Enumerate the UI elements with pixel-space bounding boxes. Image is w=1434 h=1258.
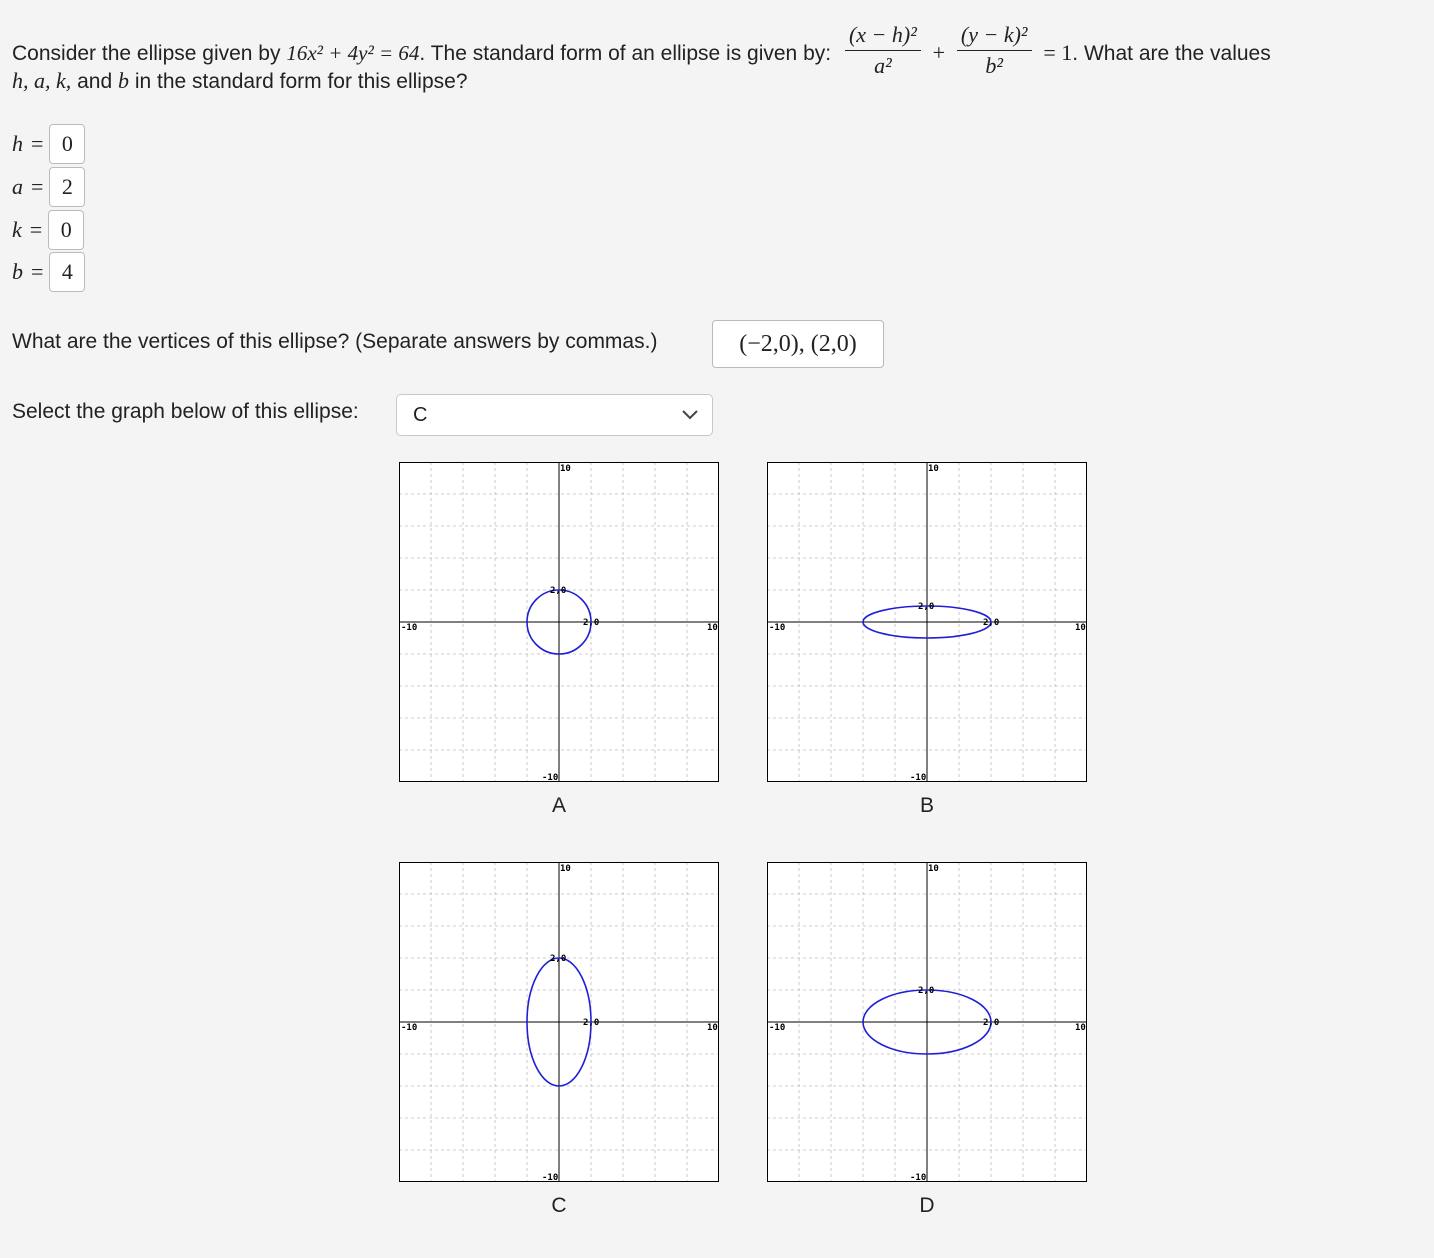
y-min-tick-label: -10 bbox=[910, 1173, 927, 1182]
graph-label-a: A bbox=[551, 794, 566, 817]
var-label-k: k bbox=[12, 217, 22, 242]
given-equation: 16x² + 4y² = 64 bbox=[286, 41, 420, 66]
point-label-top: 2,0 bbox=[550, 954, 567, 964]
graph-select-dropdown[interactable] bbox=[396, 394, 713, 436]
variable-b: b bbox=[118, 68, 129, 93]
answer-row-b bbox=[12, 252, 85, 292]
graph-canvas bbox=[399, 462, 719, 782]
std-den-x: a² bbox=[874, 53, 892, 78]
x-max-tick-label: 10 bbox=[707, 623, 718, 633]
equals-sign: = bbox=[31, 259, 44, 284]
x-max-tick-label: 10 bbox=[1075, 1023, 1086, 1033]
question-tail: . What are the values bbox=[1072, 42, 1271, 66]
graph-canvas bbox=[399, 862, 719, 1182]
equals-one: = 1 bbox=[1043, 40, 1073, 66]
y-max-tick-label: 10 bbox=[928, 864, 939, 874]
y-max-tick-label: 10 bbox=[560, 464, 571, 474]
plus-sign: + bbox=[932, 40, 946, 66]
question-mid-text: . The standard form of an ellipse is given by: bbox=[419, 42, 832, 66]
x-min-tick-label: -10 bbox=[401, 623, 418, 633]
question-intro: Consider the ellipse given by bbox=[12, 42, 281, 66]
graph-option-d[interactable] bbox=[767, 862, 1087, 1182]
equals-sign: = bbox=[29, 217, 43, 242]
vertices-answer-input[interactable]: (−2,0), (2,0) bbox=[712, 320, 884, 368]
var-label-a: a bbox=[12, 174, 23, 199]
y-max-tick-label: 10 bbox=[560, 864, 571, 874]
x-min-tick-label: -10 bbox=[769, 1023, 786, 1033]
question-2-text: What are the vertices of this ellipse? (Separate answers by commas.) bbox=[12, 330, 658, 353]
std-num-x: (x − h)² bbox=[845, 20, 921, 51]
var-label-b: b bbox=[12, 259, 23, 284]
standard-form-y-term bbox=[957, 20, 1032, 81]
a-answer-input[interactable]: 2 bbox=[49, 167, 85, 207]
h-answer-input[interactable]: 0 bbox=[49, 124, 85, 164]
point-label-right: 2,0 bbox=[583, 618, 600, 628]
point-label-top: 2,0 bbox=[550, 586, 567, 596]
point-label-right: 2,0 bbox=[983, 1018, 1000, 1028]
graph-label-b: B bbox=[919, 794, 934, 817]
graph-option-c[interactable] bbox=[399, 862, 719, 1182]
y-min-tick-label: -10 bbox=[542, 1173, 559, 1182]
standard-form-x-term bbox=[845, 20, 921, 81]
b-answer-input[interactable]: 4 bbox=[49, 252, 85, 292]
std-den-y: b² bbox=[985, 53, 1004, 78]
point-label-right: 2,0 bbox=[583, 1018, 600, 1028]
point-label-top: 2,0 bbox=[918, 602, 935, 612]
answer-row-a bbox=[12, 167, 85, 207]
x-max-tick-label: 10 bbox=[707, 1023, 718, 1033]
answer-row-h bbox=[12, 124, 85, 164]
graph-option-b[interactable] bbox=[767, 462, 1087, 782]
question-1-line-2 bbox=[12, 68, 468, 94]
x-max-tick-label: 10 bbox=[1075, 623, 1086, 633]
chevron-down-icon bbox=[680, 405, 700, 425]
graph-select-value: C bbox=[413, 403, 428, 426]
question-3-text: Select the graph below of this ellipse: bbox=[12, 400, 359, 423]
x-min-tick-label: -10 bbox=[769, 623, 786, 633]
equals-sign: = bbox=[31, 174, 44, 199]
answer-row-k bbox=[12, 210, 84, 250]
graph-option-a[interactable] bbox=[399, 462, 719, 782]
graph-canvas bbox=[767, 462, 1087, 782]
var-label-h: h bbox=[12, 131, 23, 156]
graph-label-d: D bbox=[919, 1194, 935, 1217]
graph-canvas bbox=[767, 862, 1087, 1182]
question-rest: in the standard form for this ellipse? bbox=[134, 70, 468, 93]
point-label-top: 2,0 bbox=[918, 986, 935, 996]
y-min-tick-label: -10 bbox=[542, 773, 559, 782]
point-label-right: 2,0 bbox=[983, 618, 1000, 628]
y-min-tick-label: -10 bbox=[910, 773, 927, 782]
variables-list: h, a, k, bbox=[12, 68, 72, 93]
k-answer-input[interactable]: 0 bbox=[48, 210, 84, 250]
and-text: and bbox=[77, 70, 113, 93]
equals-sign: = bbox=[31, 131, 44, 156]
y-max-tick-label: 10 bbox=[928, 464, 939, 474]
graph-label-c: C bbox=[551, 1194, 567, 1217]
std-num-y: (y − k)² bbox=[957, 20, 1032, 51]
x-min-tick-label: -10 bbox=[401, 1023, 418, 1033]
